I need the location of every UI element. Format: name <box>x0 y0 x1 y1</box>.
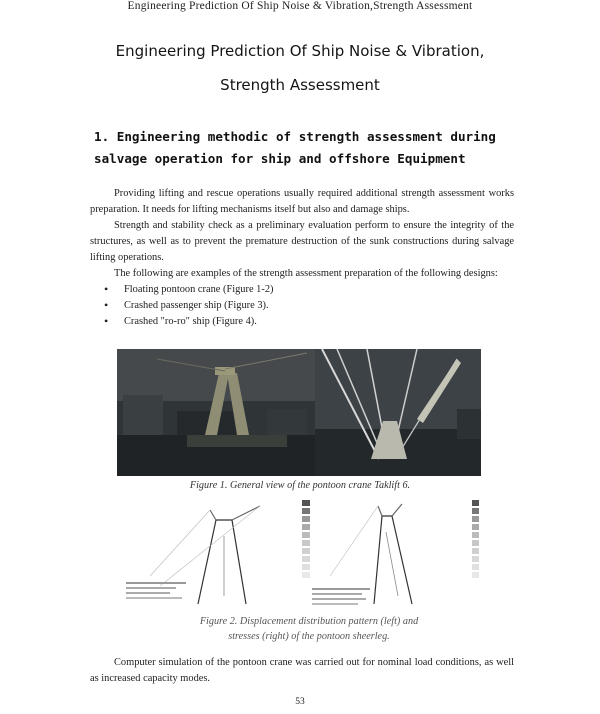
model-info-block-left <box>126 582 186 599</box>
page-number: 53 <box>295 697 305 707</box>
photo-right-crane-boom <box>315 349 481 476</box>
figure-2-caption: Figure 2. Displacement distribution pattern (left) and stresses (right) of the pontoon sheerleg. <box>199 616 419 642</box>
closing-paragraph: Computer simulation of the pontoon crane was carried out for nominal load conditions, as well as increased capacity modes. <box>90 657 514 684</box>
bullet-item: • Floating pontoon crane (Figure 1-2) <box>90 282 514 298</box>
figure-2-fem-diagrams <box>120 496 480 612</box>
paragraph-1: Providing lifting and rescue operations usually required additional strength assessment works preparation. It needs for lifting mechanisms itself but also and damage ships. <box>90 188 514 215</box>
closing-text <box>90 655 514 687</box>
paragraph-3: The following are examples of the strength assessment preparation of the following designs: <box>114 268 498 279</box>
paragraph-2: Strength and stability check as a preliminary evaluation perform to ensure the integrity of the structures, as well as to prevent the premature destruction of the sunk constructions during salvage lifting operations. <box>90 220 514 263</box>
displacement-legend-bar <box>302 500 310 578</box>
bullet-item: • Crashed "ro-ro" ship (Figure 4). <box>90 314 514 330</box>
stress-legend-bar <box>472 500 479 578</box>
figure-1-photo <box>117 349 481 476</box>
bullet-item: • Crashed passenger ship (Figure 3). <box>90 298 514 314</box>
bullet-list <box>90 282 514 330</box>
model-info-block-right <box>312 588 370 605</box>
body-text <box>90 186 514 330</box>
photo-left-crane-harbor <box>117 349 315 476</box>
running-header: Engineering Prediction Of Ship Noise & Vibration,Strength Assessment <box>127 0 473 12</box>
figure-1-caption: Figure 1. General view of the pontoon crane Taklift 6. <box>189 480 411 491</box>
displacement-model-left <box>150 506 260 604</box>
section-heading: 1. Engineering methodic of strength assessment during salvage operation for ship and offshore Equipment <box>94 129 496 166</box>
document-title-line-1: Engineering Prediction Of Ship Noise & Vibration, <box>115 42 485 60</box>
document-title-line-2: Strength Assessment <box>220 76 380 94</box>
